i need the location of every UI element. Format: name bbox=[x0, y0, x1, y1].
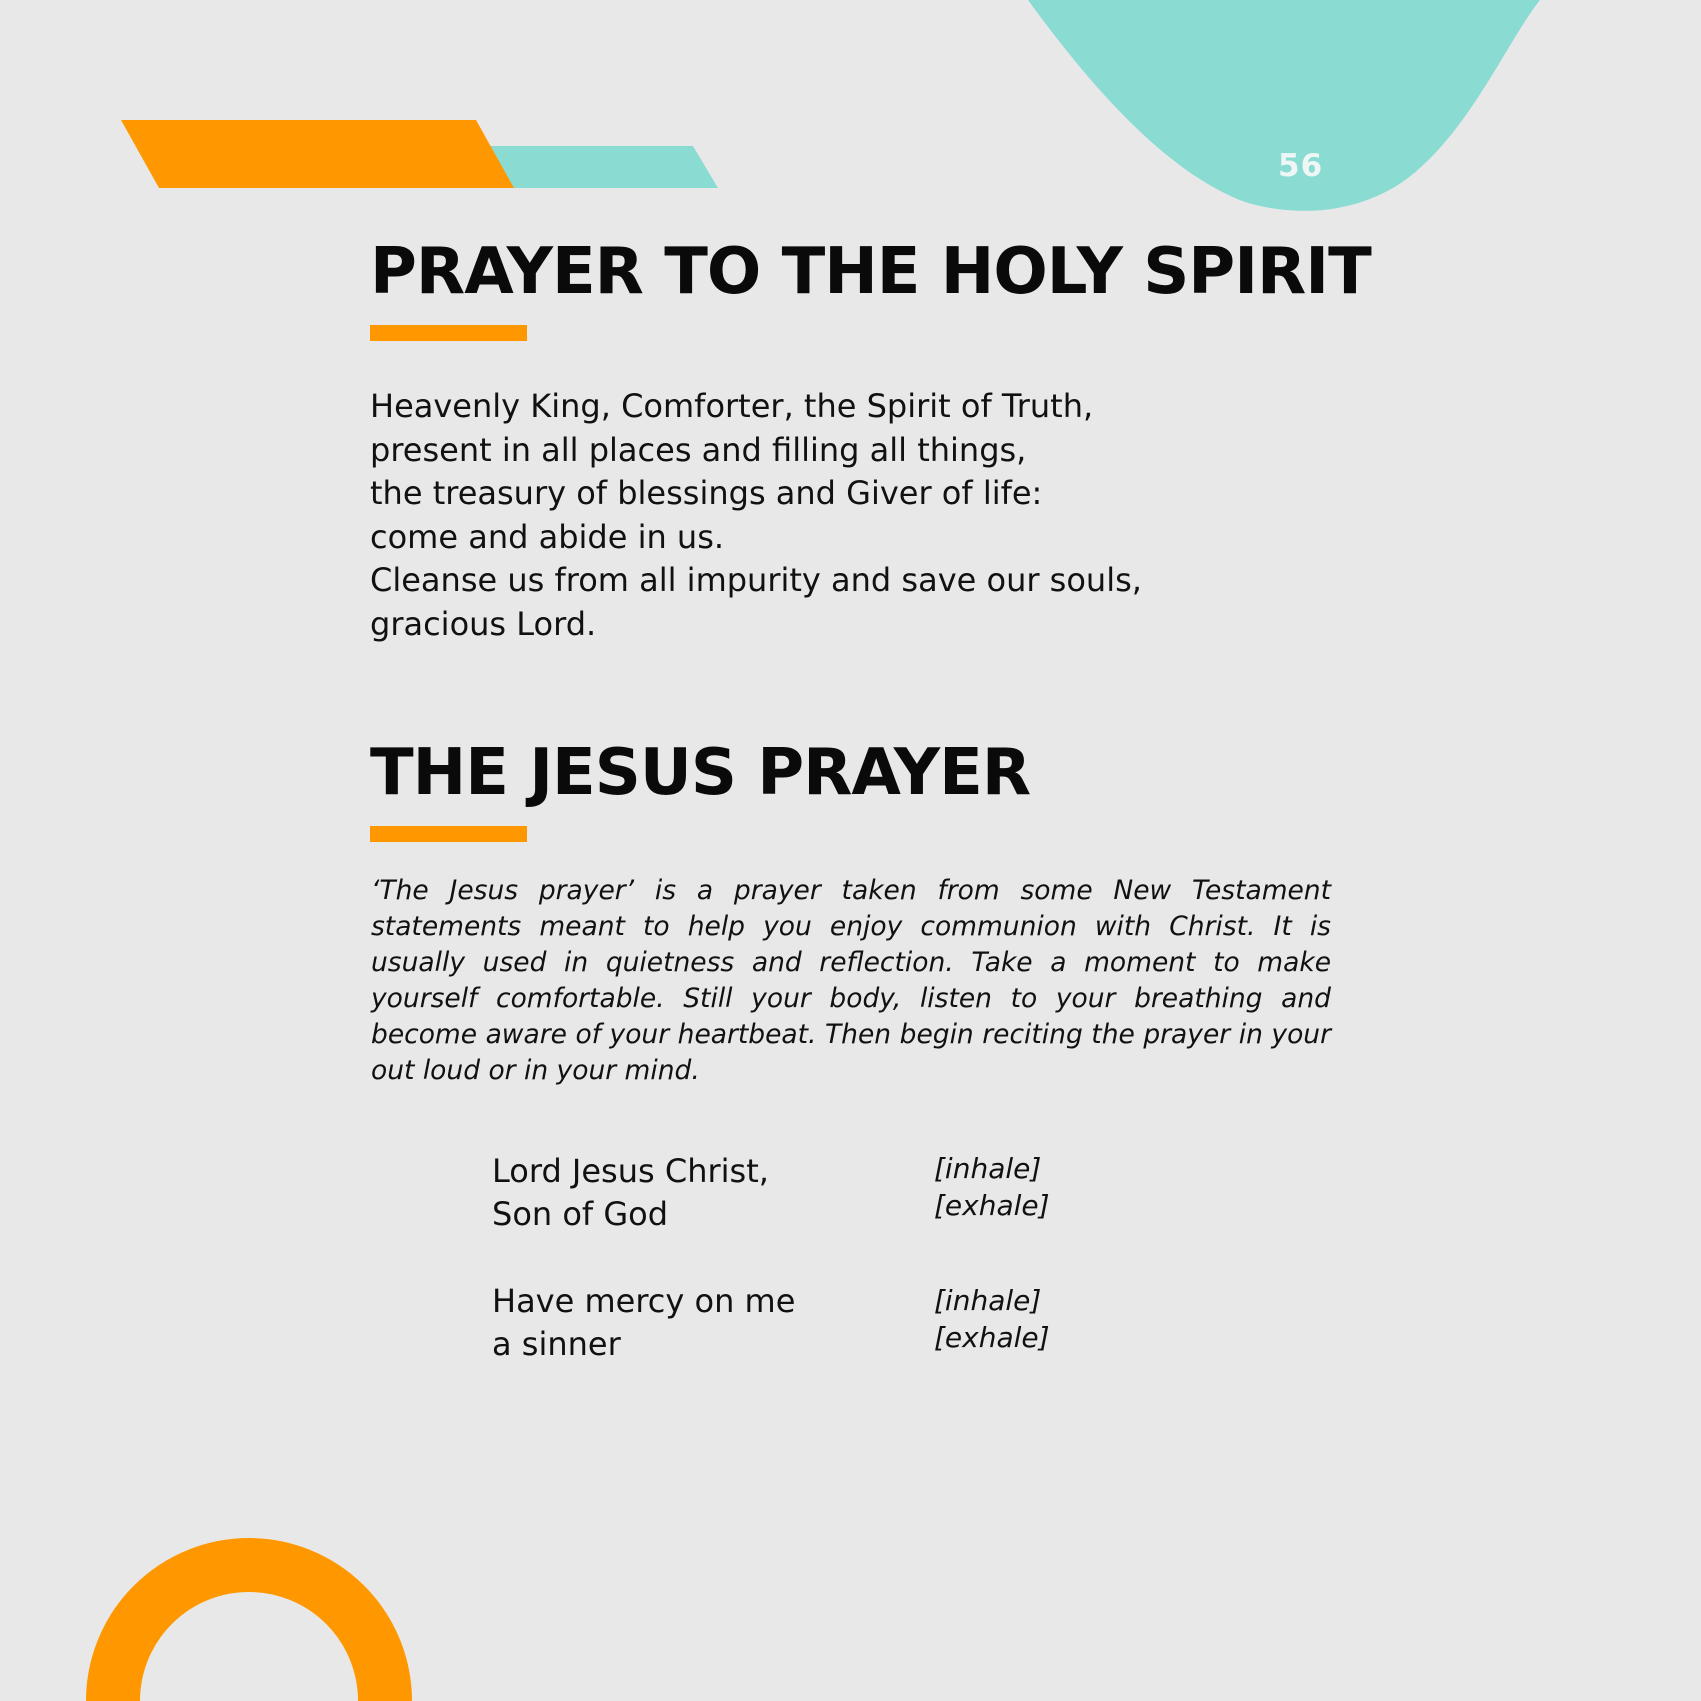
stanza-line: Son of God bbox=[492, 1195, 669, 1233]
heading-underline bbox=[370, 325, 527, 341]
breath-cue: [exhale] bbox=[934, 1321, 1050, 1354]
heading-underline bbox=[370, 826, 527, 842]
jesus-prayer-intro: ‘The Jesus prayer’ is a prayer taken from some New Testament statements meant to help you enjoy communion with Christ. It is usually used in quietness and reflection. Take a moment to make yourself comfortable. Still your body, listen to your breathing and become aware of your heartbeat. Then begin reciting the prayer in your out loud or in your mind. bbox=[371, 875, 1331, 1086]
section-heading-holy-spirit: PRAYER TO THE HOLY SPIRIT bbox=[370, 235, 1371, 309]
page-number: 56 bbox=[1278, 148, 1324, 184]
orange-stripe-shape bbox=[121, 120, 514, 188]
orange-ring-shape bbox=[113, 1565, 385, 1701]
breath-cue: [inhale] bbox=[934, 1284, 1042, 1317]
breath-cue: [exhale] bbox=[934, 1189, 1050, 1222]
stanza-line: a sinner bbox=[492, 1325, 621, 1363]
stanza-line: Lord Jesus Christ, bbox=[492, 1152, 769, 1190]
breath-cue: [inhale] bbox=[934, 1152, 1042, 1185]
stanza-line: Have mercy on me bbox=[492, 1282, 796, 1320]
section-heading-jesus-prayer: THE JESUS PRAYER bbox=[370, 736, 1031, 810]
holy-spirit-prayer-text: Heavenly King, Comforter, the Spirit of Truth, present in all places and filling all things, the treasury of blessings and Giver of life: come and abide in us. Cleanse us from all impurity and save our souls, gracious Lord. bbox=[370, 387, 1142, 643]
